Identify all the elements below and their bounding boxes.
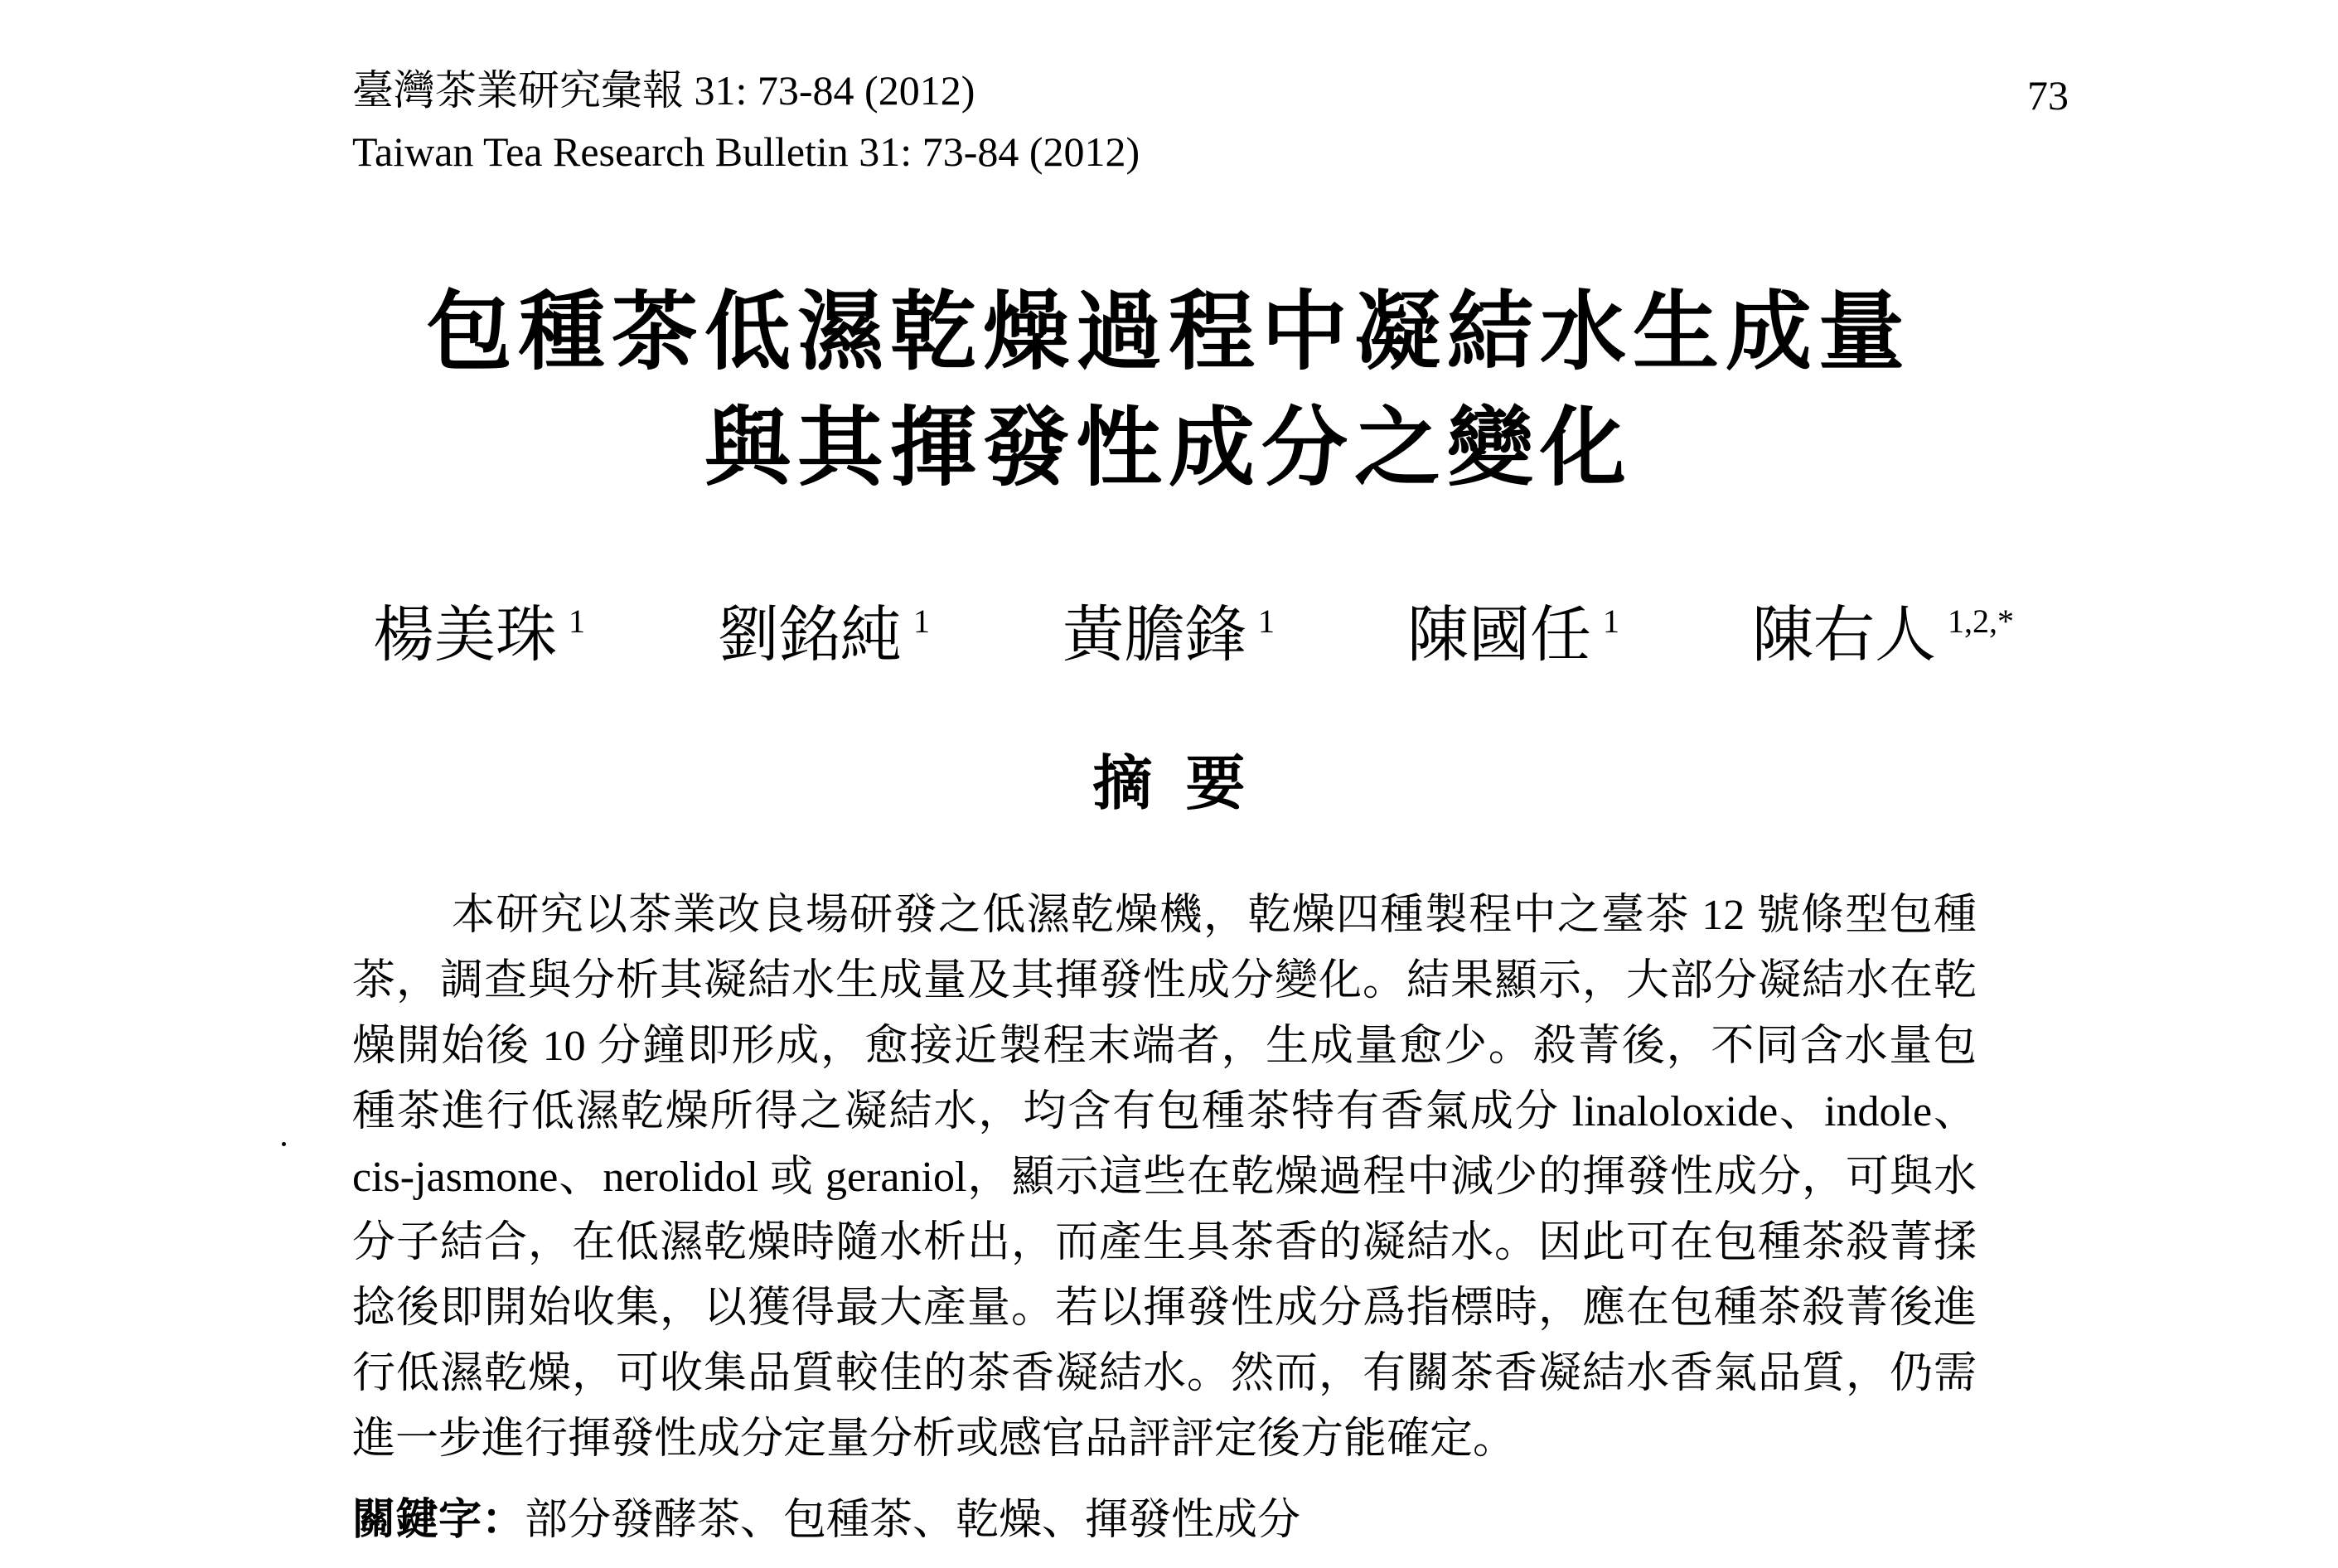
abstract-line: 種茶進行低濕乾燥所得之凝結水，均含有包種茶特有香氣成分 linaloloxide、indole、	[352, 1088, 1977, 1135]
title-line-2: 與其揮發性成分之變化	[704, 396, 1633, 498]
author	[1752, 580, 2014, 677]
author-affiliation: 1	[1258, 603, 1275, 640]
abstract-line: 進一步進行揮發性成分定量分析或感官品評評定後方能確定。	[352, 1416, 1517, 1463]
scan-speck	[282, 1142, 286, 1146]
paper-title	[348, 273, 1989, 506]
journal-citation-en: Taiwan Tea Research Bulletin 31: 73-84 (2012)	[352, 128, 1140, 175]
author	[373, 580, 585, 677]
author	[1407, 580, 1619, 677]
author	[1063, 580, 1275, 677]
author-affiliation: 1	[913, 603, 930, 640]
abstract-line: 分子結合，在低濕乾燥時隨水析出，而產生具茶香的凝結水。因此可在包種茶殺菁揉	[352, 1219, 1977, 1266]
keywords	[352, 1488, 1300, 1553]
journal-header	[352, 60, 2093, 182]
journal-citation-zh: 臺灣茶業研究彙報 31: 73-84 (2012)	[352, 67, 975, 114]
author-name: 劉銘純	[718, 602, 902, 670]
abstract-line: 本研究以茶業改良場研發之低濕乾燥機，乾燥四種製程中之臺茶 12 號條型包種	[452, 892, 1977, 939]
author-name: 陳國任	[1407, 602, 1591, 670]
page-number: 73	[2027, 72, 2069, 119]
abstract-heading: 摘要	[1092, 748, 1279, 818]
author	[718, 580, 930, 677]
title-line-1: 包種茶低濕乾燥過程中凝結水生成量	[425, 280, 1911, 382]
author-name: 陳右人	[1752, 602, 1936, 670]
abstract-line: cis-jasmone、nerolidol 或 geraniol，顯示這些在乾燥過程中減少的揮發性成分，可與水	[352, 1154, 1977, 1201]
abstract-line: 捻後即開始收集，以獲得最大產量。若以揮發性成分爲指標時，應在包種茶殺菁後進	[352, 1285, 1977, 1332]
keywords-label: 關鍵字：	[352, 1497, 525, 1544]
author-name: 楊美珠	[373, 602, 557, 670]
author-affiliation: 1,2,*	[1948, 603, 2014, 640]
abstract-line: 茶，調查與分析其凝結水生成量及其揮發性成分變化。結果顯示，大部分凝結水在乾	[352, 957, 1977, 1004]
author-affiliation: 1	[1603, 603, 1619, 640]
abstract-body	[352, 883, 1977, 1472]
abstract-line: 燥開始後 10 分鐘即形成，愈接近製程末端者，生成量愈少。殺菁後，不同含水量包	[352, 1023, 1977, 1070]
keywords-text: 部分發酵茶、包種茶、乾燥、揮發性成分	[525, 1497, 1301, 1544]
abstract-line: 行低濕乾燥，可收集品質較佳的茶香凝結水。然而，有關茶香凝結水香氣品質，仍需	[352, 1350, 1977, 1397]
author-list	[373, 580, 2014, 677]
author-affiliation: 1	[569, 603, 585, 640]
author-name: 黃膽鋒	[1063, 602, 1246, 670]
